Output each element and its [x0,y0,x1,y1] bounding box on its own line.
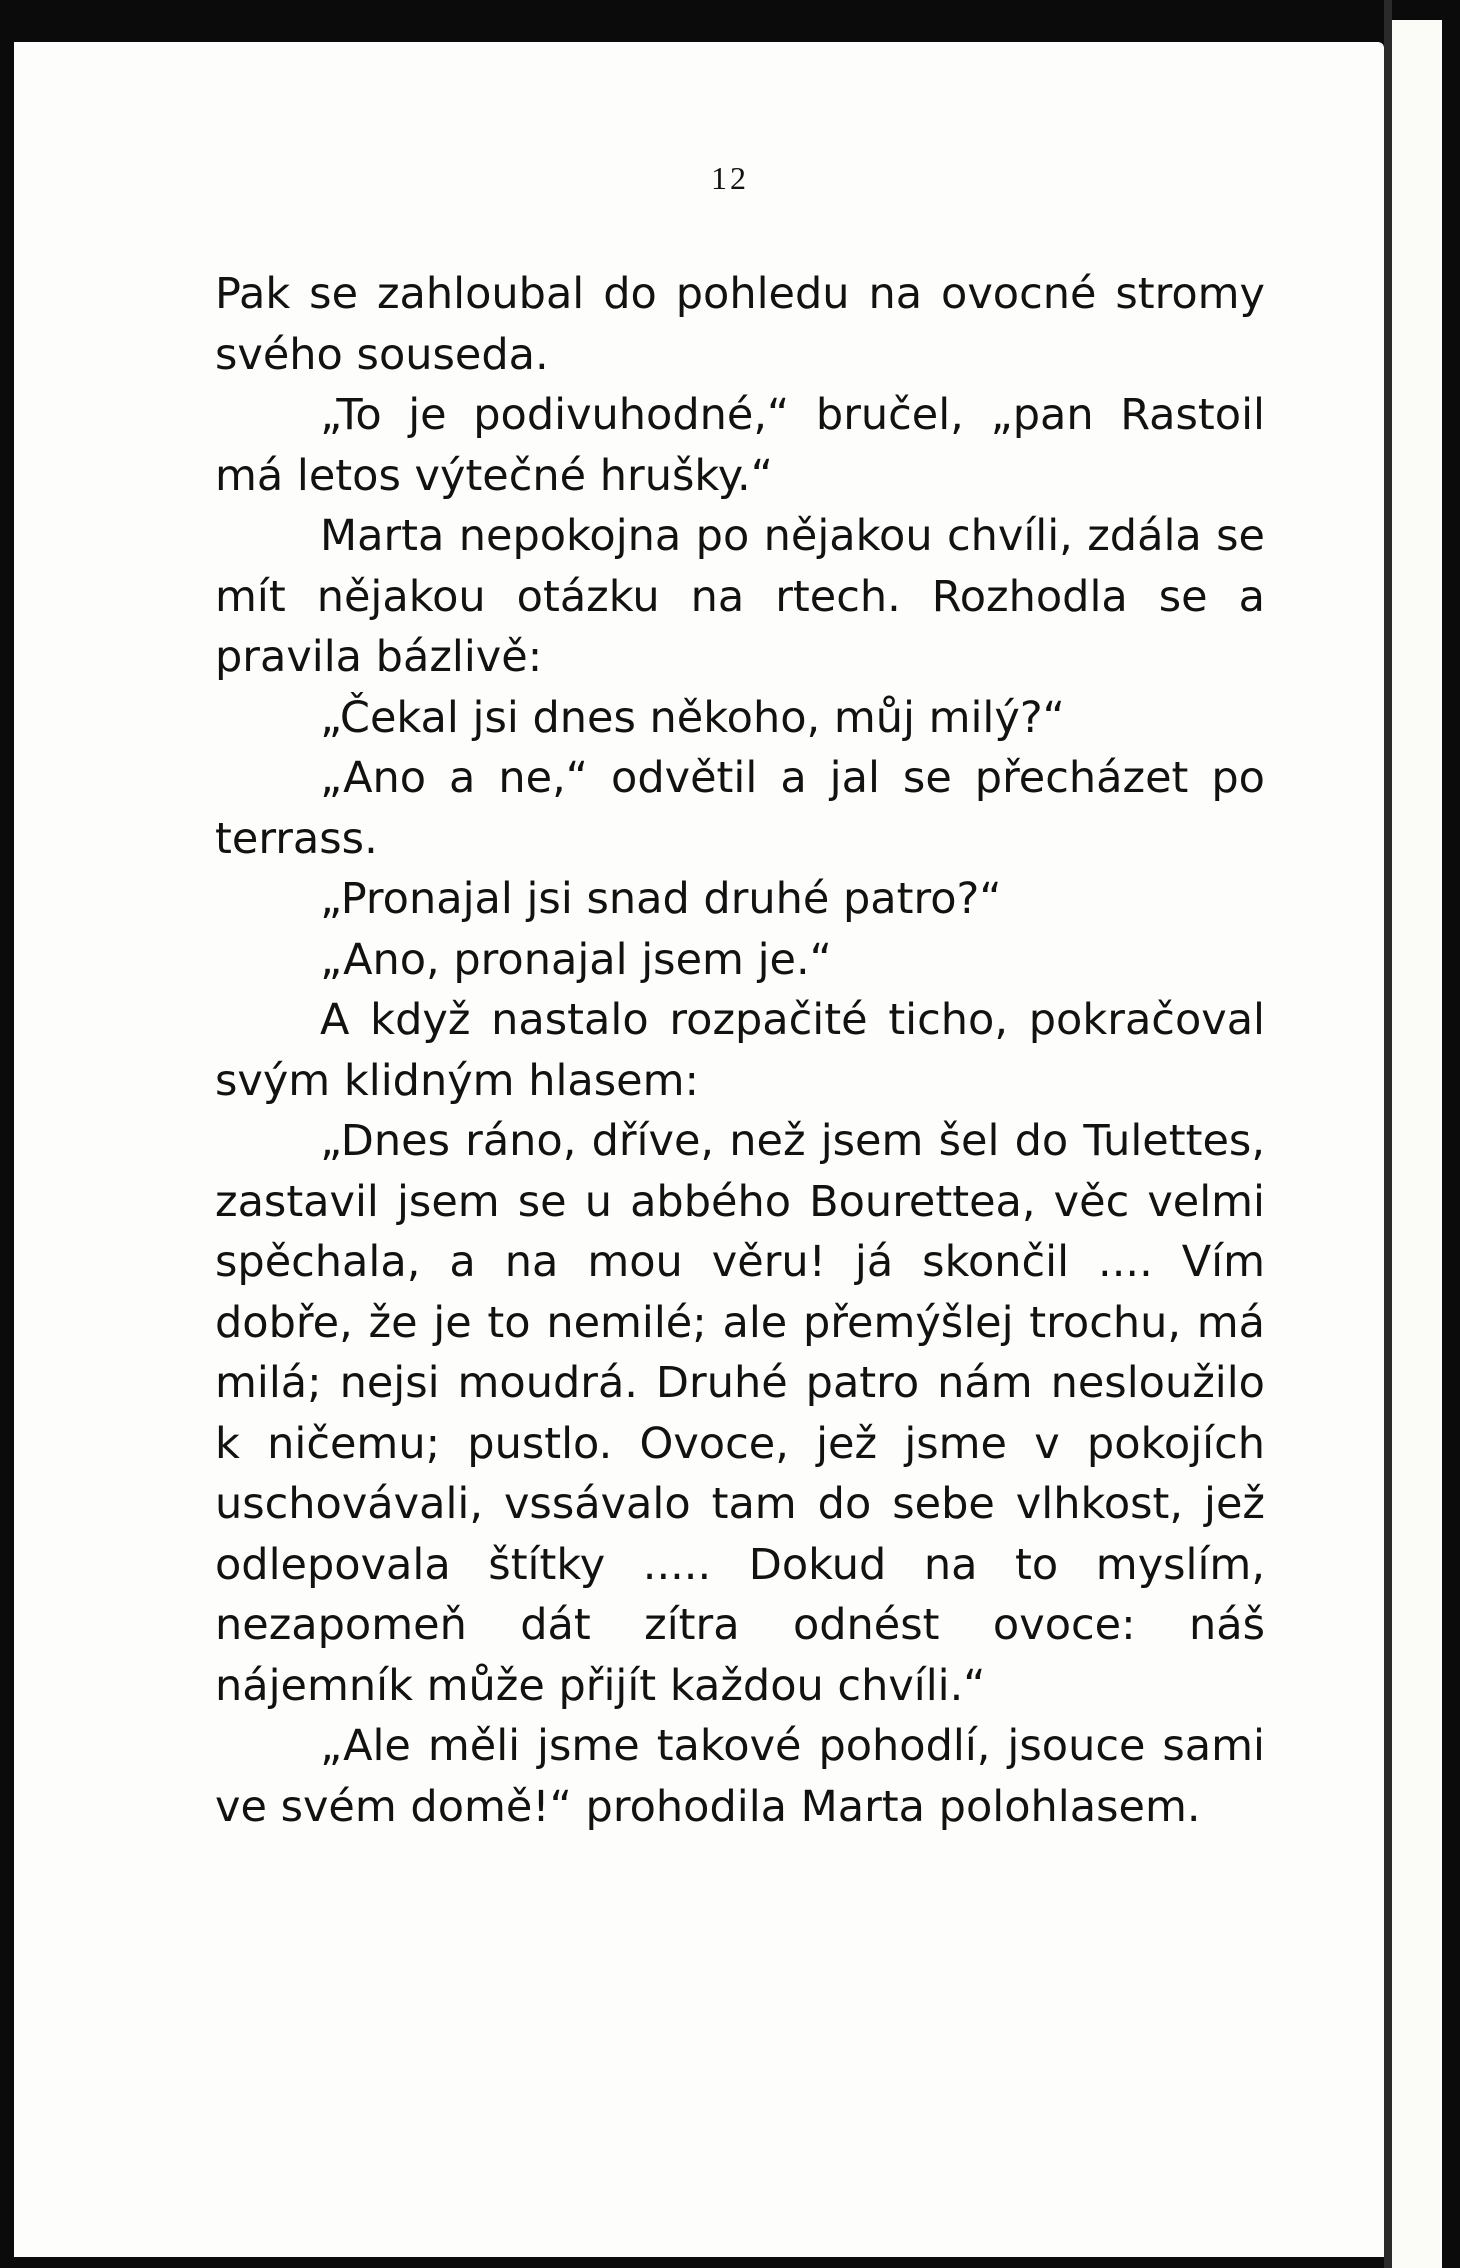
paragraph-7: „Ano, pronajal jsem je.“ [320,934,832,985]
paragraph-1: Pak se zahloubal do pohledu na ovocné stromy svého souseda. [215,269,1265,380]
paragraph-3: Marta nepokojna po nějakou chvíli, zdála se mít nějakou otázku na rtech. Rozhodla se a pravila bázlivě: [215,511,1265,682]
paragraph-10: „Ale měli jsme takové pohodlí, jsouce sami ve svém domě!“ prohodila Marta polohlasem. [215,1721,1265,1832]
paragraph-9: „Dnes ráno, dříve, než jsem šel do Tulettes, zastavil jsem se u abbého Bourettea, věc velmi spěchala, a na mou věru! já skončil .... Vím dobře, že je to nemilé; ale přemýšlej trochu, má milá; nejsi moudrá. Druhé patro nám nesloužilo k ničemu; pustlo. Ovoce, jež jsme v pokojích uschovávali, vssávalo tam do sebe vlhkost, jež odlepovala štítky ..... Dokud na to myslím, nezapomeň dát zítra odnést ovoce: náš nájemník může přijít každou chvíli.“ [215,1116,1265,1711]
paragraph-4: „Čekal jsi dnes někoho, můj milý?“ [320,692,1065,743]
page-gutter [1384,0,1392,2268]
page-body [215,264,1265,1837]
page-number: 12 [711,160,749,196]
paragraph-2: „To je podivuhodné,“ bručel, „pan Rastoil má letos výtečné hrušky.“ [215,390,1265,501]
paragraph-6: „Pronajal jsi snad druhé patro?“ [320,874,1002,924]
next-page-edge [1392,20,1442,2268]
paragraph-5: „Ano a ne,“ odvětil a jal se přecházet po terrass. [215,753,1265,864]
paragraph-8: A když nastalo rozpačité ticho, pokračoval svým klidným hlasem: [215,995,1265,1106]
